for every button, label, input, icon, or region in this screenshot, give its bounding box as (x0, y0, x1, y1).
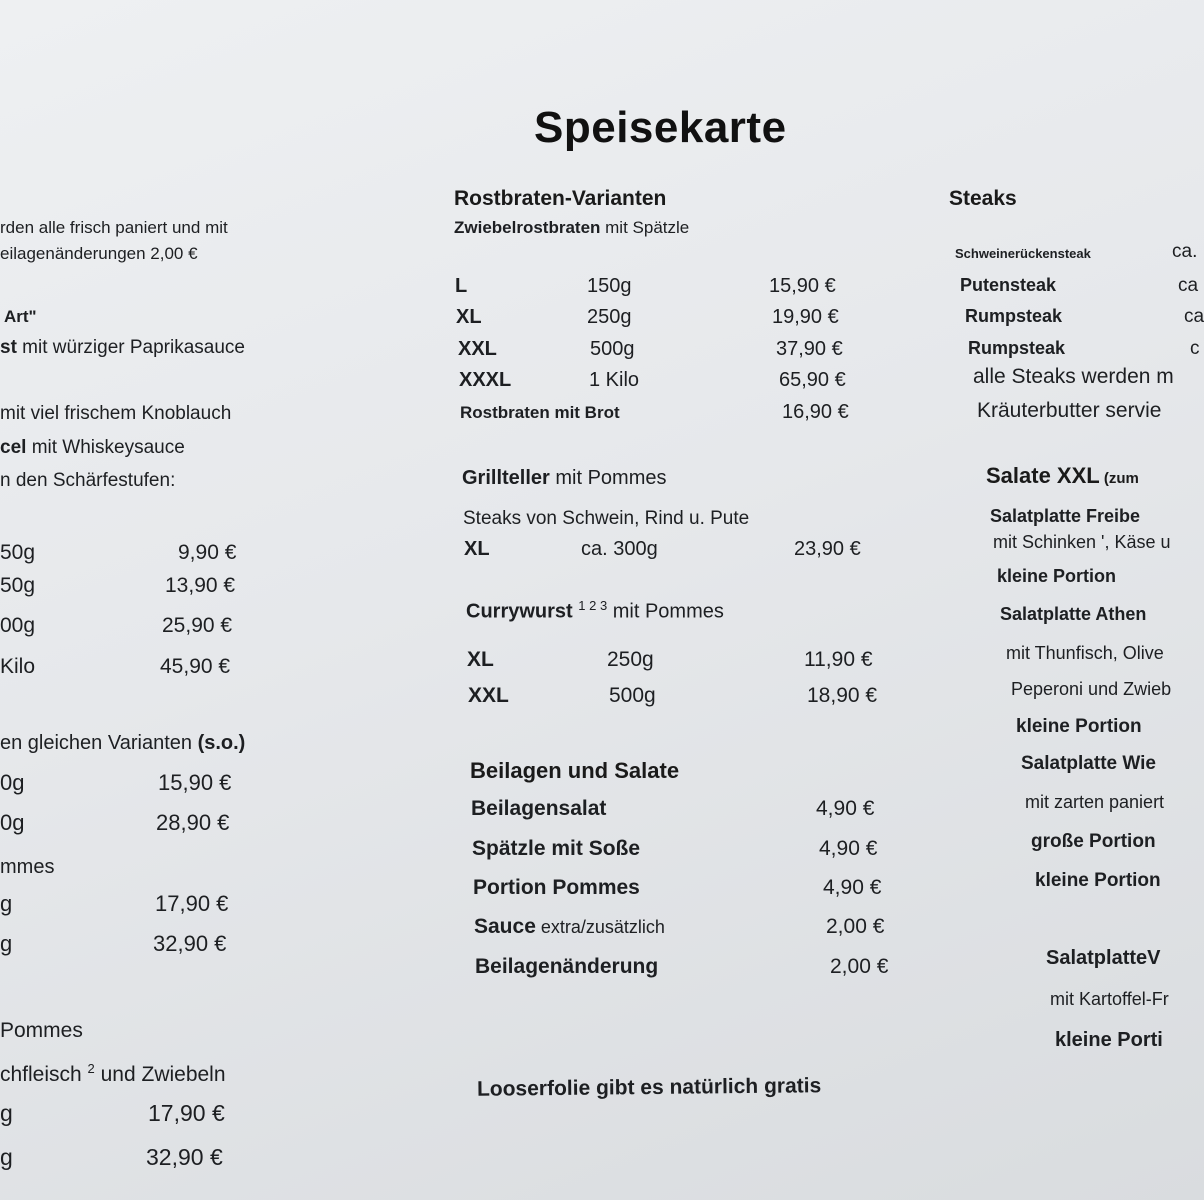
steak-name: Rumpsteak (965, 306, 1063, 326)
salat-item: SalatplatteV (1046, 947, 1161, 969)
beilagen-label: Beilagensalat (471, 797, 607, 820)
rostbraten-price: 19,90 € (772, 306, 839, 328)
grillteller-rest: mit Pommes (549, 467, 667, 489)
rostbraten-brot-label: Rostbraten mit Brot (460, 403, 620, 422)
left-whiskey-bold: cel (0, 437, 27, 458)
left-varianten-line (0, 732, 245, 755)
rostbraten-weight: 500g (590, 338, 635, 360)
rostbraten-heading: Rostbraten-Varianten (454, 187, 667, 210)
left-price: 45,90 € (160, 655, 231, 678)
left-price: 9,90 € (178, 541, 237, 564)
left-price: 13,90 € (165, 574, 236, 597)
left-price: 15,90 € (158, 770, 232, 795)
salat-item: kleine Portion (997, 566, 1117, 586)
salat-item: kleine Portion (1035, 870, 1161, 891)
steak-name: Rumpsteak (968, 338, 1066, 358)
beilagen-price: 2,00 € (826, 915, 885, 938)
rostbraten-weight: 250g (587, 306, 632, 328)
left-weight: 0g (0, 770, 25, 795)
salate-heading-small: (zum (1099, 470, 1139, 487)
zwiebelrostbraten-line (454, 218, 689, 238)
rostbraten-weight: 1 Kilo (589, 369, 640, 391)
beilagen-label-line (474, 915, 665, 939)
salate-heading (986, 463, 1139, 489)
left-hack-sup: 2 (87, 1061, 95, 1076)
currywurst-size: XXL (468, 684, 509, 707)
left-weight: 00g (0, 614, 36, 637)
salat-item: kleine Portion (1016, 716, 1142, 737)
salat-item: Salatplatte Athen (1000, 604, 1147, 624)
grillteller-size: XL (464, 538, 490, 560)
currywurst-weight: 500g (609, 684, 656, 707)
currywurst-price: 18,90 € (807, 684, 878, 707)
salat-item: kleine Porti (1055, 1029, 1163, 1051)
left-price: 32,90 € (146, 1144, 223, 1170)
beilagen-price: 4,90 € (823, 876, 882, 899)
salat-item: Peperoni und Zwieb (1011, 679, 1172, 699)
beilagen-heading: Beilagen und Salate (470, 758, 680, 783)
salat-item: große Portion (1031, 831, 1156, 852)
left-weight: 50g (0, 541, 36, 564)
beilagen-extra: extra/zusätzlich (535, 917, 665, 937)
grillteller-bold: Grillteller (462, 467, 550, 489)
left-hack-line (0, 1061, 226, 1087)
currywurst-weight: 250g (607, 648, 654, 671)
beilagen-price: 4,90 € (816, 797, 875, 820)
rostbraten-price: 15,90 € (769, 275, 836, 297)
grillteller-desc: Steaks von Schwein, Rind u. Pute (463, 508, 750, 529)
steak-tail: ca (1184, 306, 1204, 327)
left-varianten-text: en gleichen Varianten (0, 732, 198, 754)
left-knoblauch: mit viel frischem Knoblauch (0, 403, 232, 424)
currywurst-price: 11,90 € (804, 648, 873, 671)
left-whiskey-line (0, 437, 185, 459)
left-price: 17,90 € (148, 1100, 225, 1126)
grillteller-price: 23,90 € (794, 538, 861, 560)
steaks-note-line-2: Kräuterbutter servie (977, 399, 1162, 422)
beilagen-price: 4,90 € (819, 837, 878, 860)
beilagen-label: Portion Pommes (473, 876, 640, 899)
steak-tail: ca (1178, 275, 1199, 296)
page-title: Speisekarte (534, 103, 787, 152)
left-paprika-bold: st (0, 337, 17, 358)
left-schaerfe: n den Schärfestufen: (0, 470, 176, 491)
left-price: 28,90 € (156, 810, 230, 835)
salate-heading-main: Salate XXL (986, 463, 1100, 488)
zwiebelrostbraten-bold: Zwiebelrostbraten (454, 218, 601, 237)
rostbraten-size: L (455, 275, 468, 297)
left-weight: 50g (0, 574, 36, 597)
currywurst-rest: mit Pommes (607, 600, 724, 623)
steak-tail: c (1190, 338, 1200, 359)
left-price: 17,90 € (155, 891, 229, 916)
steak-tail: ca. (1172, 241, 1198, 262)
salat-item: mit zarten paniert (1025, 792, 1165, 812)
left-weight: 0g (0, 810, 25, 835)
rostbraten-price: 65,90 € (779, 369, 846, 391)
left-whiskey-rest: mit Whiskeysauce (26, 437, 185, 458)
rostbraten-size: XXL (458, 338, 497, 360)
steak-name: Schweinerückensteak (955, 246, 1091, 261)
grillteller-weight: ca. 300g (581, 538, 658, 560)
left-pommes-1: mmes (0, 856, 55, 878)
left-weight: g (0, 1100, 13, 1126)
left-price: 32,90 € (153, 931, 227, 956)
left-intro-line-2: eilagenänderungen 2,00 € (0, 244, 198, 263)
left-hack-text: chfleisch (0, 1063, 88, 1086)
rostbraten-size: XXXL (459, 369, 512, 391)
steaks-heading: Steaks (949, 187, 1017, 210)
currywurst-sup: 1 2 3 (578, 598, 608, 613)
left-hack-rest: und Zwiebeln (94, 1063, 226, 1086)
steak-name: Putensteak (960, 275, 1057, 295)
beilagen-label: Sauce (474, 915, 536, 938)
left-weight: g (0, 931, 13, 956)
grillteller-line (462, 467, 667, 490)
left-paprika-line (0, 337, 245, 359)
steaks-note-line-1: alle Steaks werden m (973, 365, 1174, 388)
left-intro-line-1: rden alle frisch paniert und mit (0, 218, 228, 237)
left-art-heading: Art" (4, 307, 37, 326)
currywurst-size: XL (467, 648, 494, 671)
beilagen-price: 2,00 € (830, 955, 889, 978)
salat-item: Salatplatte Freibe (990, 506, 1141, 526)
beilagen-label: Beilagenänderung (475, 955, 659, 978)
left-weight: g (0, 1144, 13, 1170)
salat-item: mit Kartoffel-Fr (1050, 989, 1169, 1009)
currywurst-bold: Currywurst (466, 600, 573, 623)
salat-item: mit Thunfisch, Olive (1006, 643, 1164, 663)
rostbraten-price: 37,90 € (776, 338, 843, 360)
rostbraten-brot-price: 16,90 € (782, 401, 849, 423)
beilagen-label: Spätzle mit Soße (472, 837, 641, 860)
left-weight: g (0, 891, 13, 916)
rostbraten-size: XL (456, 306, 482, 328)
salat-item: mit Schinken ', Käse u (993, 532, 1171, 552)
currywurst-line (466, 598, 724, 624)
rostbraten-weight: 150g (587, 275, 632, 297)
left-weight: Kilo (0, 655, 36, 678)
left-price: 25,90 € (162, 614, 233, 637)
left-pommes-2: Pommes (0, 1019, 83, 1042)
zwiebelrostbraten-rest: mit Spätzle (600, 218, 690, 237)
left-paprika-rest: mit würziger Paprikasauce (16, 337, 245, 358)
salat-item: Salatplatte Wie (1021, 753, 1156, 774)
looserfolie-note: Looserfolie gibt es natürlich gratis (476, 1074, 822, 1101)
left-varianten-bold: (s.o.) (197, 732, 246, 754)
